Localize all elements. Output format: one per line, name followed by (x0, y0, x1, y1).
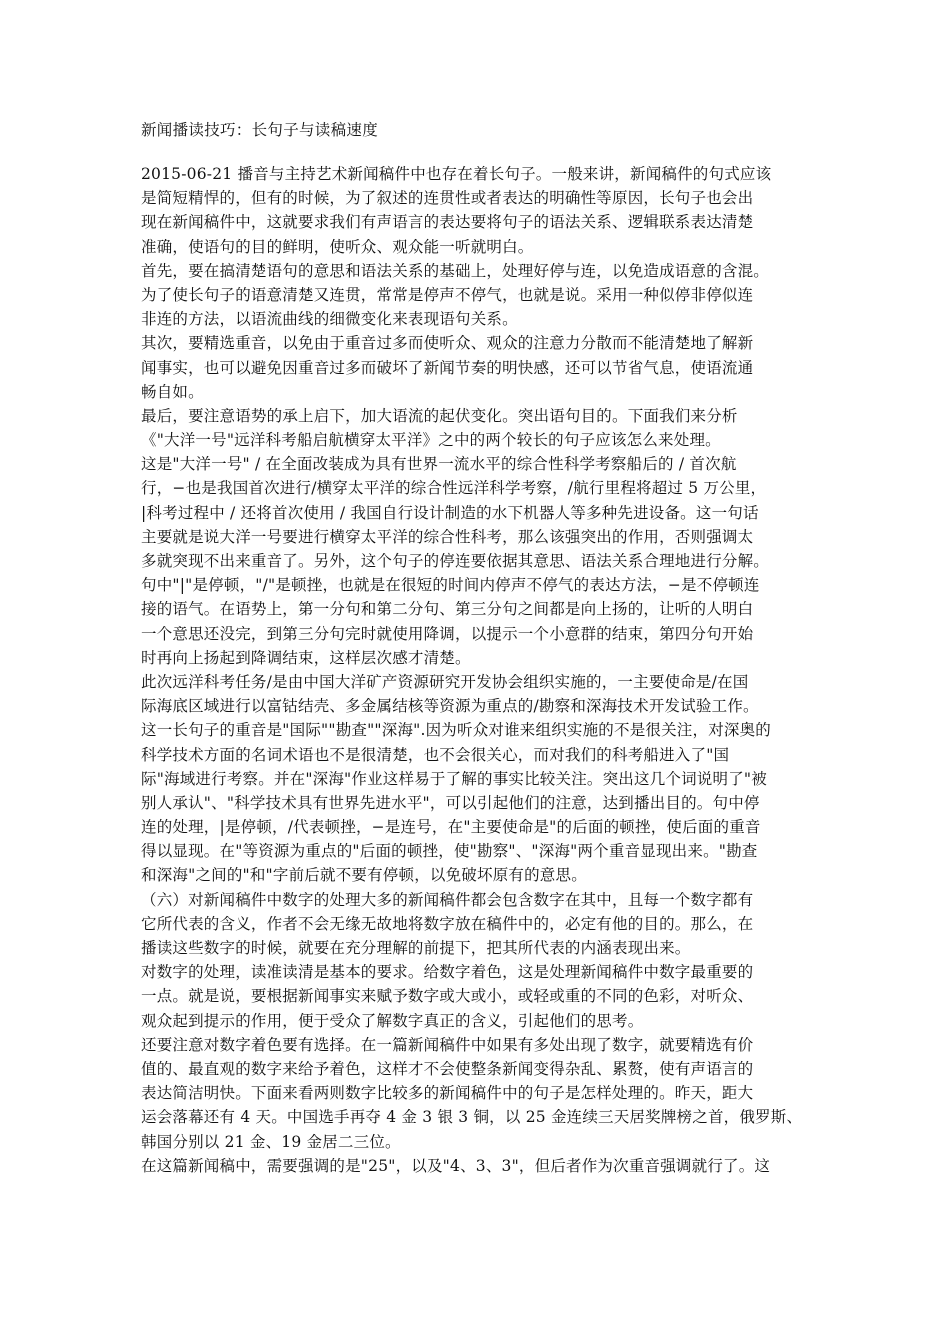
text-line: 准确，使语句的目的鲜明，使听众、观众能一听就明白。 (141, 237, 534, 256)
text-line: 首先，要在搞清楚语句的意思和语法关系的基础上，处理好停与连，以免造成语意的含混。 (141, 261, 770, 280)
text-line: 非连的方法，以语流曲线的细微变化来表现语句关系。 (141, 310, 518, 329)
text-line: 别人承认"、"科学技术具有世界先进水平"，可以引起他们的注意，达到播出目的。句中停 (141, 793, 760, 812)
text-line: 句中"|"是停顿，"/"是顿挫，也就是在很短的时间内停声不停气的表达方法，−是不停顿连 (141, 576, 760, 595)
text-line: 接的语气。在语势上，第一分句和第二分句、第三分句之间都是向上扬的，让听的人明白 (141, 600, 754, 619)
text-line: 际海底区域进行以富钴结壳、多金属结核等资源为重点的/勘察和深海技术开发试验工作。 (141, 697, 759, 716)
text-line: 一点。就是说，要根据新闻事实来赋予数字或大或小，或轻或重的不同的色彩，对听众、 (141, 987, 754, 1006)
text-line: 和深海"之间的"和"字前后就不要有停顿，以免破坏原有的意思。 (141, 866, 587, 885)
text-line: 韩国分别以 21 金、19 金居二三位。 (141, 1132, 401, 1151)
text-line: 连的处理，|是停顿，/代表顿挫，−是连号，在"主要使命是"的后面的顿挫，使后面的重音 (141, 818, 761, 837)
text-line: 际"海域进行考察。并在"深海"作业这样易于了解的事实比较关注。突出这几个词说明了"被 (141, 769, 767, 788)
text-line: 播读这些数字的时候，就要在充分理解的前提下，把其所代表的内涵表现出来。 (141, 939, 691, 957)
text-line: 闻事实，也可以避免因重音过多而破坏了新闻节奏的明快感，还可以节省气息，使语流通 (141, 358, 754, 377)
text-line: 观众起到提示的作用，便于受众了解数字真正的含义，引起他们的思考。 (141, 1011, 644, 1030)
text-line: 2015-06-21 播音与主持艺术新闻稿件中也存在着长句子。一般来讲，新闻稿件的句式应该 (141, 165, 772, 183)
text-line: 主要就是说大洋一号要进行横穿太平洋的综合性科考，那么该强突出的作用，否则强调太 (141, 527, 754, 546)
text-line: 科学技术方面的名词术语也不是很清楚，也不会很关心，而对我们的科考船进入了"国 (141, 745, 730, 764)
text-line: |科考过程中 / 还将首次使用 / 我国自行设计制造的水下机器人等多种先进设备。这一句话 (141, 503, 759, 522)
text-line: 得以显现。在"等资源为重点的"后面的顿挫，使"勘察"、"深海"两个重音显现出来。"勘查 (141, 842, 758, 861)
document-body (141, 162, 841, 1178)
text-line: 这是"大洋一号" / 在全面改装成为具有世界一流水平的综合性科学考察船后的 / 首次航 (141, 455, 737, 474)
text-line: 其次，要精选重音，以免由于重音过多而使听众、观众的注意力分散而不能清楚地了解新 (141, 334, 754, 353)
document-title: 新闻播读技巧：长句子与读稿速度 (141, 121, 379, 139)
text-line: 最后，要注意语势的承上启下，加大语流的起伏变化。突出语句目的。下面我们来分析 (141, 406, 738, 425)
text-line: 现在新闻稿件中，这就要求我们有声语言的表达要将句子的语法关系、逻辑联系表达清楚 (141, 213, 754, 232)
text-line: 在这篇新闻稿中，需要强调的是"25"，以及"4、3、3"，但后者作为次重音强调就行了。这 (141, 1156, 771, 1175)
text-line: 这一长句子的重音是"国际""勘查""深海".因为听众对谁来组织实施的不是很关注，对深奥的 (141, 721, 772, 740)
text-line: 运会落幕还有 4 天。中国选手再夺 4 金 3 银 3 铜，以 25 金连续三天居奖牌榜之首，俄罗斯、 (141, 1108, 803, 1127)
text-line: 《"大洋一号"远洋科考船启航横穿太平洋》之中的两个较长的句子应该怎么来处理。 (141, 431, 721, 450)
text-line: 一个意思还没完，到第三分句完时就使用降调，以提示一个小意群的结束，第四分句开始 (141, 624, 754, 643)
text-line: 它所代表的含义，作者不会无缘无故地将数字放在稿件中的，必定有他的目的。那么，在 (141, 914, 754, 933)
text-line: 行，−也是我国首次进行/横穿太平洋的综合性远洋科学考察，/航行里程将超过 5 万公里， (141, 479, 767, 498)
text-line: 值的、最直观的数字来给予着色，这样才不会使整条新闻变得杂乱、累赘，使有声语言的 (141, 1059, 754, 1078)
text-line: 畅自如。 (141, 382, 204, 401)
text-line: 还要注意对数字着色要有选择。在一篇新闻稿件中如果有多处出现了数字，就要精选有价 (141, 1035, 754, 1054)
text-line: 是简短精悍的，但有的时候，为了叙述的连贯性或者表达的明确性等原因，长句子也会出 (141, 189, 754, 208)
text-line: 为了使长句子的语意清楚又连贯，常常是停声不停气，也就是说。采用一种似停非停似连 (141, 285, 754, 304)
text-line: 表达简洁明快。下面来看两则数字比较多的新闻稿件中的句子是怎样处理的。昨天，距大 (141, 1084, 754, 1103)
text-line: 时再向上扬起到降调结束，这样层次感才清楚。 (141, 648, 471, 667)
text-line: （六）对新闻稿件中数字的处理大多的新闻稿件都会包含数字在其中，且每一个数字都有 (141, 890, 754, 909)
text-line: 多就突现不出来重音了。另外，这个句子的停连要依据其意思、语法关系合理地进行分解。 (141, 552, 770, 570)
text-line: 对数字的处理，读准读清是基本的要求。给数字着色，这是处理新闻稿件中数字最重要的 (141, 963, 754, 982)
text-line: 此次远洋科考任务/是由中国大洋矿产资源研究开发协会组织实施的，一主要使命是/在国 (141, 672, 749, 691)
